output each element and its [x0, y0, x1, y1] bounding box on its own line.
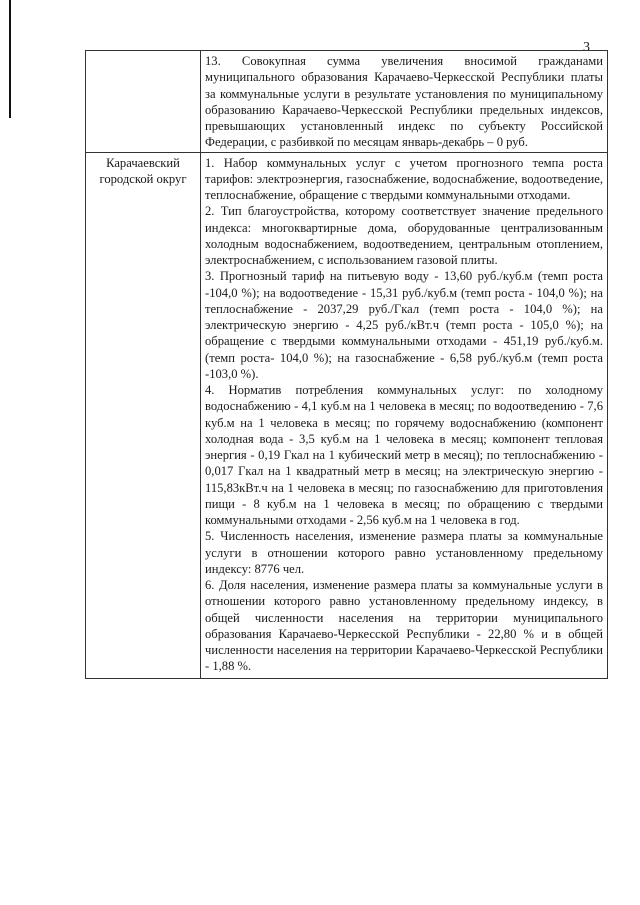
paragraph-3: 3. Прогнозный тариф на питьевую воду - 13,60 руб./куб.м (темп роста -104,0 %); на водоотведение - 15,31 руб./куб.м (темп роста - 104,0 %); на теплоснабжение - 2037,29 руб./Гкал (темп роста - 104,0 %); на электрическую энергию - 4,25 руб./кВт.ч (темп роста - 105,0 %); на обращение с твердыми коммунальными отходами - 451,19 руб./куб.м. (темп роста- 104,0 %); на газоснабжение - 6,58 руб./куб.м (темп роста -103,0 %).	[205, 269, 603, 381]
municipality-label	[86, 51, 200, 53]
table-row	[86, 51, 608, 153]
table-row	[86, 152, 608, 678]
page-number: 3	[583, 40, 590, 55]
paragraph-1: 1. Набор коммунальных услуг с учетом прогнозного темпа роста тарифов: электроэнергия, газоснабжение, водоснабжение, водоотведение, теплоснабжение, обращение с твердыми коммунальными отходами.	[205, 155, 603, 202]
details-cell	[201, 152, 608, 678]
content-table	[85, 50, 608, 679]
municipality-cell	[86, 152, 201, 678]
municipality-label: Карачаевский городской округ	[99, 155, 187, 186]
details-cell	[201, 51, 608, 153]
paragraph-13: 13. Совокупная сумма увеличения вносимой гражданами муниципального образования Карачаево-Черкесской Республики платы за коммунальные услуги в результате установления по муниципальному образованию Карачаево-Черкесской Республики предельных индексов, превышающих установленный индекс по субъекту Российской Федерации, с разбивкой по месяцам январь-декабрь – 0 руб.	[205, 54, 603, 150]
paragraph-2: 2. Тип благоустройства, которому соответствует значение предельного индекса: многоквартирные дома, оборудованные централизованным холодным водоснабжением, водоотведением, центральным отоплением, электроснабжением, с использованием газовой плиты.	[205, 204, 603, 267]
municipality-cell	[86, 51, 201, 153]
paragraph-4: 4. Норматив потребления коммунальных услуг: по холодному водоснабжению - 4,1 куб.м на 1 человека в месяц; по водоотведению - 7,6 куб.м на 1 человека в месяц; по горячему водоснабжению (компонент холодная вода - 3,5 куб.м на 1 человека в месяц; компонент тепловая энергия - 0,19 Гкал на 1 кубический метр в месяц); по теплоснабжению - 0,017 Гкал на 1 квадратный метр в месяц; на электрическую энергию - 115,83кВт.ч на 1 человека в месяц; по газоснабжению для приготовления пищи - 8 куб.м на 1 человека в месяц; по обращению с твердыми коммунальными отходами - 2,56 куб.м на 1 человека в год.	[205, 383, 603, 527]
paragraph-5: 5. Численность населения, изменение размера платы за коммунальные услуги в отношении которого равно установленному предельному индексу: 8776 чел.	[205, 529, 603, 576]
paragraph-6: 6. Доля населения, изменение размера платы за коммунальные услуги в отношении которого равно установленному предельному индексу, в общей численности населения на территории муниципального образования Карачаево-Черкесской Республики - 22,80 % и в общей численности населения на территории Карачаево-Черкесской Республики - 1,88 %.	[205, 578, 603, 674]
scan-edge-mark	[9, 0, 11, 118]
